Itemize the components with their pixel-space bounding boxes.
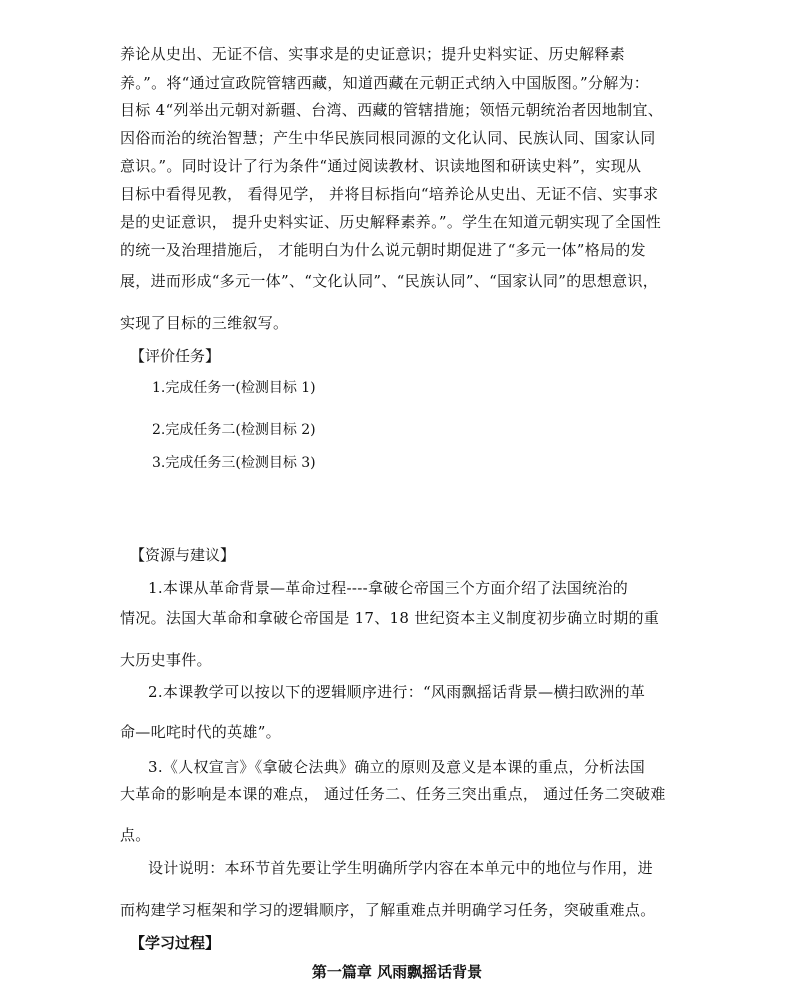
resources-line: 情况。法国大革命和拿破仑帝国是 17、18 世纪资本主义制度初步确立时期的重 [120,609,660,627]
design-note-line: 设计说明：本环节首先要让学生明确所学内容在本单元中的地位与作用，进 [148,859,653,877]
resources-line: 点。 [120,826,151,844]
intro-line: 展，进而形成“多元一体”、“文化认同”、“民族认同”、“国家认同”的思想意识， [120,272,659,290]
intro-line: 目标中看得见教， 看得见学， 并将目标指向“培养论从史出、无证不信、实事求 [120,185,659,203]
resources-line: 2.本课教学可以按以下的逻辑顺序进行：“风雨飘摇话背景—横扫欧洲的革 [148,683,646,701]
resources-heading: 【资源与建议】 [130,546,236,564]
intro-line: 因俗而治的统治智慧；产生中华民族同根同源的文化认同、民族认同、国家认同 [120,129,656,147]
resources-line: 1.本课从革命背景—革命过程----拿破仑帝国三个方面介绍了法国统治的 [148,579,629,597]
resources-line: 命—叱咤时代的英雄”。 [120,723,281,741]
chapter-title: 第一篇章 风雨飘摇话背景 [311,963,483,981]
evaluation-item: 2.完成任务二(检测目标 2) [152,422,316,438]
resources-line: 3.《人权宣言》《拿破仑法典》确立的原则及意义是本课的重点，分析法国 [148,758,646,776]
intro-line: 目标 4“列举出元朝对新疆、台湾、西藏的管辖措施；领悟元朝统治者因地制宜、 [120,101,664,119]
intro-line: 实现了目标的三维叙写。 [120,314,289,332]
intro-line: 养论从史出、无证不信、实事求是的史证意识；提升史料实证、历史解释素 [120,45,625,63]
design-note-line: 而构建学习框架和学习的逻辑顺序，了解重难点并明确学习任务，突破重难点。 [120,901,656,919]
process-heading: 【学习过程】 [130,934,221,952]
evaluation-item: 3.完成任务三(检测目标 3) [152,455,316,471]
resources-line: 大革命的影响是本课的难点， 通过任务二、任务三突出重点， 通过任务二突破难 [120,785,666,803]
intro-line: 是的史证意识， 提升史料实证、历史解释素养。”。学生在知道元朝实现了全国性 [120,213,662,231]
evaluation-item: 1.完成任务一(检测目标 1) [152,380,316,396]
intro-line: 的统一及治理措施后， 才能明白为什么说元朝时期促进了“多元一体”格局的发 [120,241,646,259]
intro-line: 养。”。将“通过宣政院管辖西藏，知道西藏在元朝正式纳入中国版图。”分解为： [120,74,650,92]
evaluation-heading: 【评价任务】 [130,347,221,365]
intro-line: 意识。”。同时设计了行为条件“通过阅读教材、识读地图和研读史料”，实现从 [120,157,642,175]
resources-line: 大历史事件。 [120,651,212,669]
